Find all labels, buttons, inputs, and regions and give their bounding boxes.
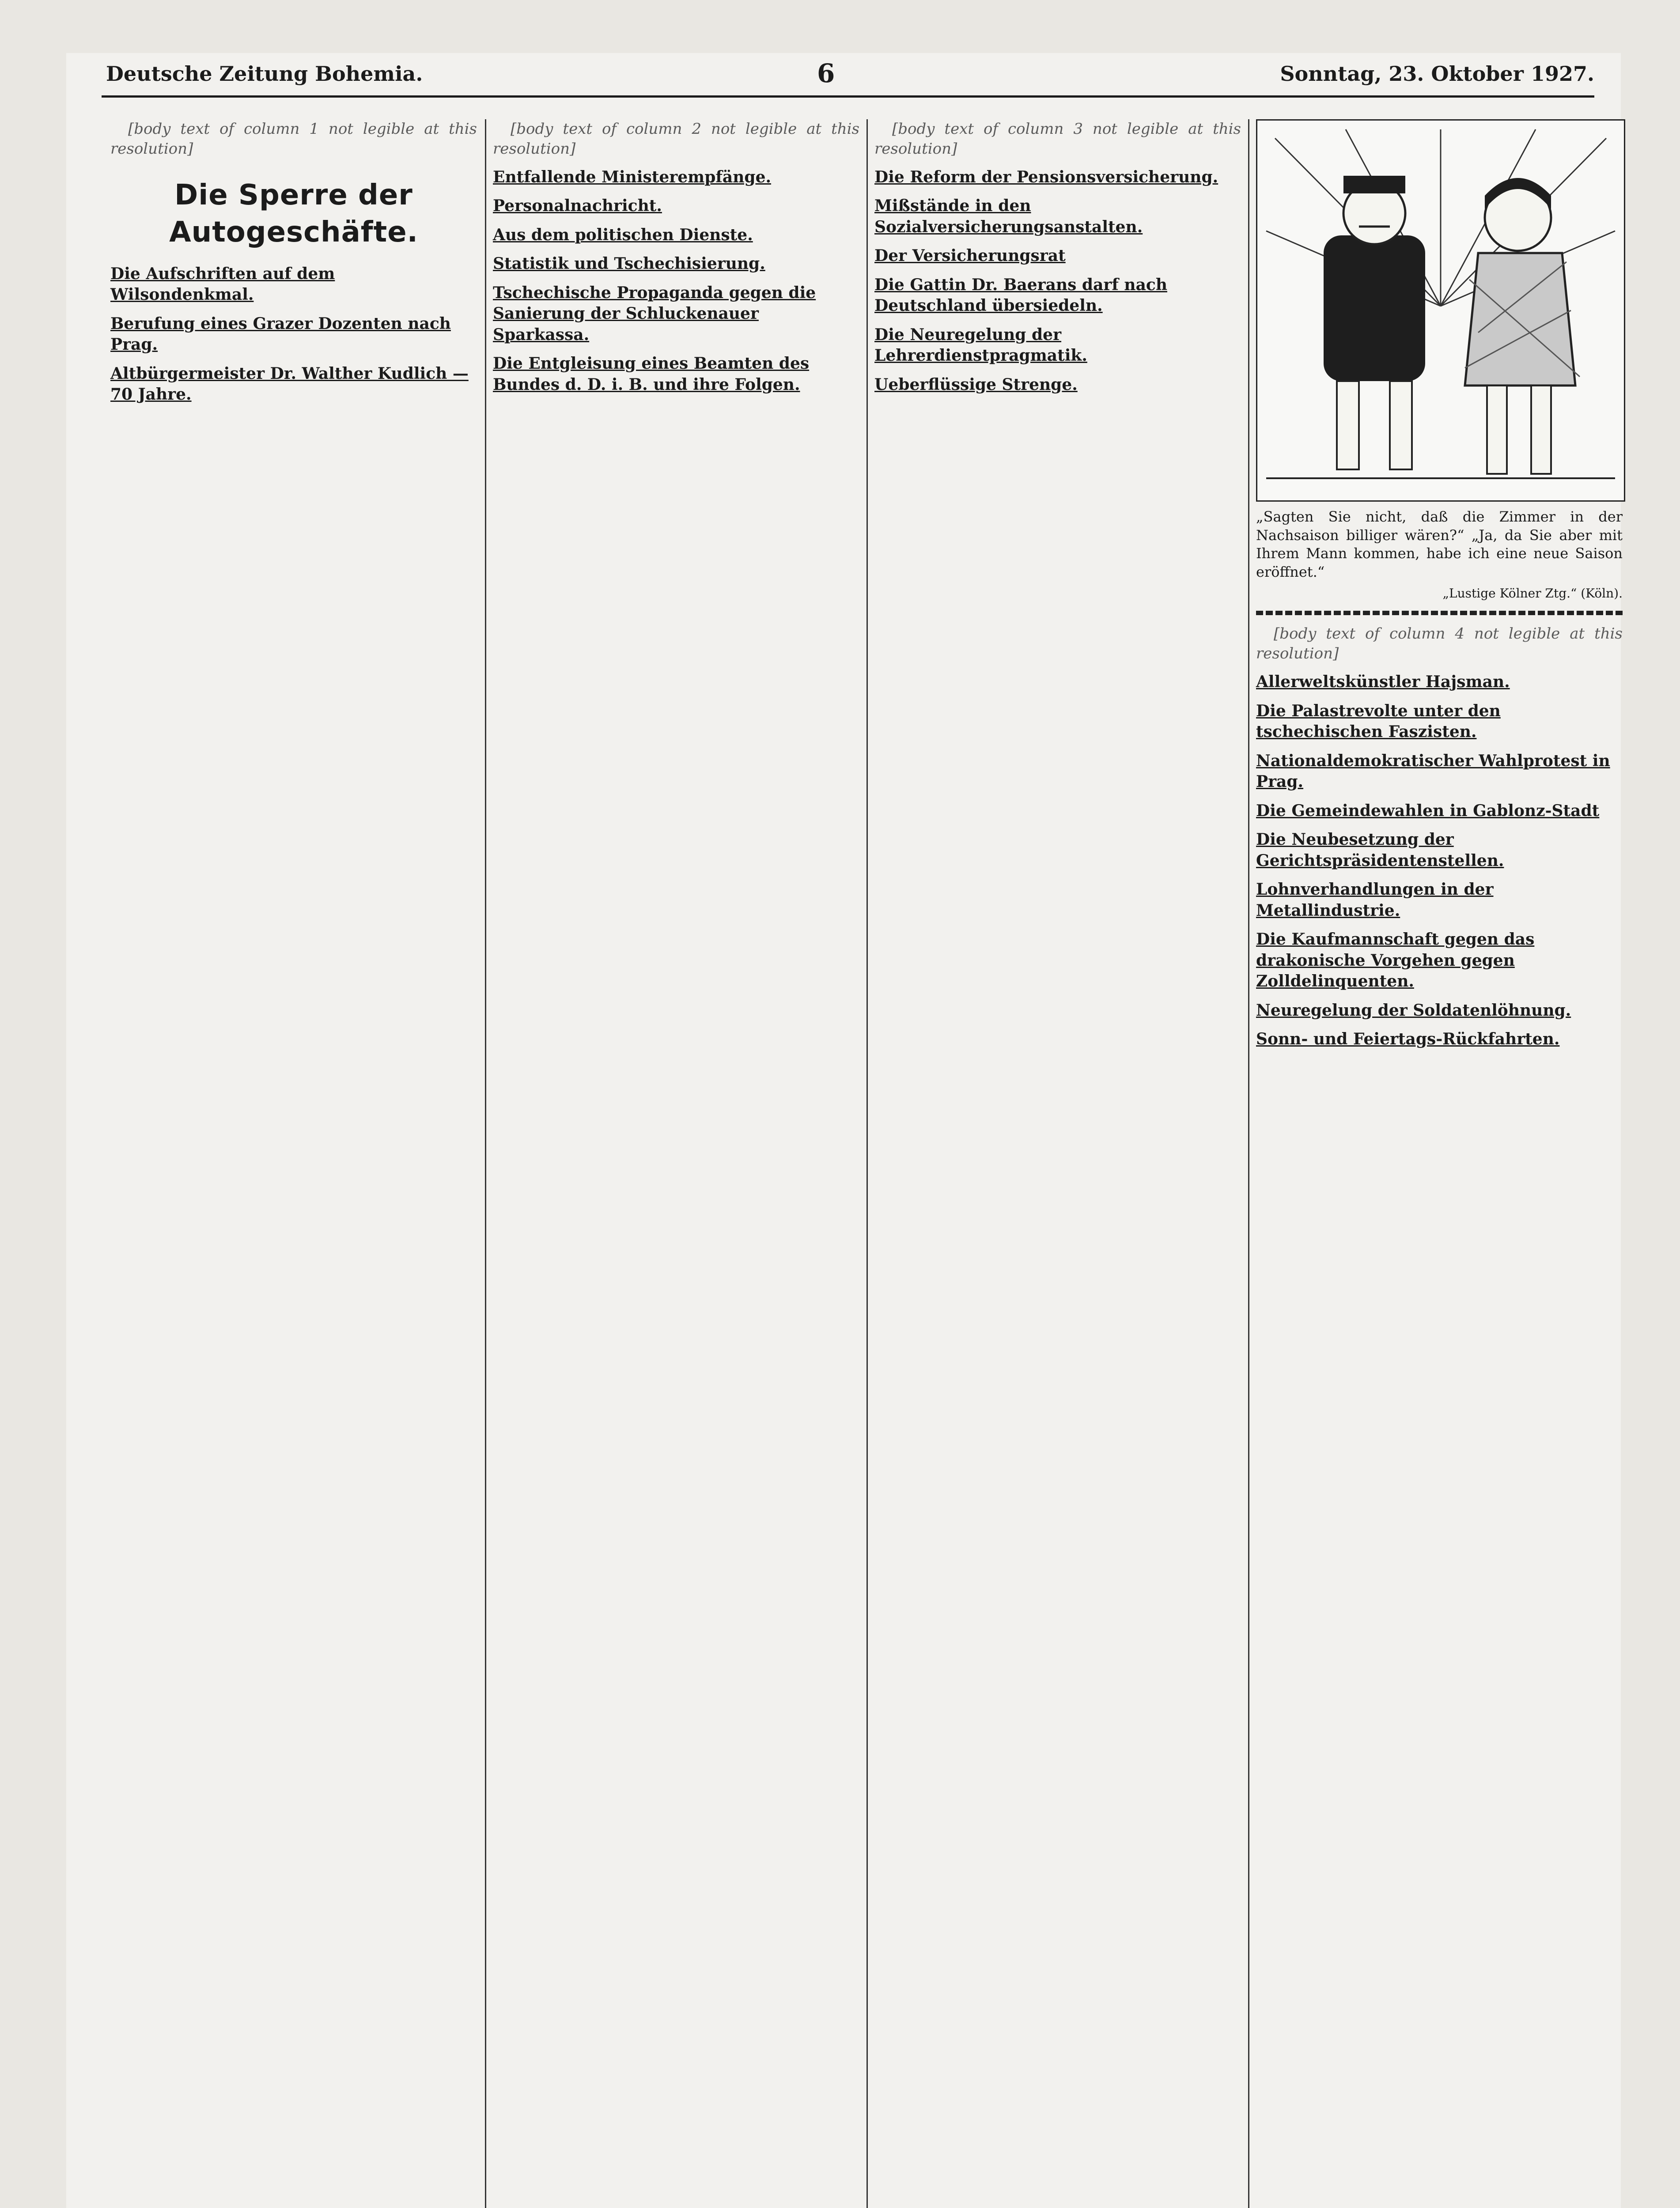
column-2 <box>493 119 859 400</box>
cartoon-illustration <box>1256 119 1625 502</box>
article-heading: Die Neuregelung der Lehrerdienstpragmatik. <box>874 325 1087 365</box>
article-heading: Die Palastrevolte unter den tschechischen Faszisten. <box>1256 701 1501 741</box>
article-heading: Neuregelung der Soldatenlöhnung. <box>1256 1001 1571 1020</box>
article-paragraph: [body text of column 4 not legible at this resolution] <box>1256 625 1623 663</box>
article-heading: Statistik und Tschechisierung. <box>493 254 765 273</box>
article-heading: Die Entgleisung eines Beamten des Bundes d. D. i. B. und ihre Folgen. <box>493 354 810 394</box>
newspaper-page <box>66 53 1621 2208</box>
article-heading: Die Gattin Dr. Baerans darf nach Deutschland übersiedeln. <box>874 275 1167 315</box>
cartoon-drawing <box>1257 121 1624 500</box>
article-heading: Ueberflüssige Strenge. <box>874 375 1078 394</box>
article-heading: Die Sperre der Autogeschäfte. <box>169 178 418 249</box>
article-heading: Allerweltskünstler Hajsman. <box>1256 673 1510 692</box>
article-heading: Die Kaufmannschaft gegen das drakonische Vorgehen gegen Zolldelinquenten. <box>1256 930 1535 991</box>
issue-date: Sonntag, 23. Oktober 1927. <box>1280 62 1594 86</box>
article-heading: Entfallende Ministerempfänge. <box>493 167 771 186</box>
article-heading: Berufung eines Grazer Dozenten nach Prag. <box>110 314 451 354</box>
running-header <box>66 53 1621 93</box>
page-number: 6 <box>817 58 835 88</box>
article-heading: Tschechische Propaganda gegen die Sanierung der Schluckenauer Sparkassa. <box>493 283 816 344</box>
article-heading: Die Aufschriften auf dem Wilsondenkmal. <box>110 264 335 304</box>
section-divider <box>1256 611 1623 615</box>
article-heading: Sonn- und Feiertags-Rückfahrten. <box>1256 1030 1560 1049</box>
column-4 <box>1256 119 1623 1055</box>
column-1 <box>110 119 477 410</box>
article-paragraph: [body text of column 3 not legible at this resolution] <box>874 120 1241 158</box>
article-heading: Die Reform der Pensionsversicherung. <box>874 167 1218 186</box>
newspaper-title: Deutsche Zeitung Bohemia. <box>106 62 423 86</box>
column-divider <box>1248 119 1249 2208</box>
column-divider <box>866 119 868 2208</box>
article-heading: Lohnverhandlungen in der Metallindustrie. <box>1256 880 1494 920</box>
article-heading: Die Gemeindewahlen in Gablonz-Stadt <box>1256 801 1600 820</box>
column-3 <box>874 119 1241 400</box>
article-paragraph: [body text of column 1 not legible at this resolution] <box>110 120 477 158</box>
header-rule <box>102 95 1594 98</box>
column-divider <box>485 119 486 2208</box>
article-heading: Mißstände in den Sozialversicherungsanstalten. <box>874 197 1143 236</box>
article-heading: Der Versicherungsrat <box>874 246 1066 265</box>
cartoon-source: „Lustige Kölner Ztg.“ (Köln). <box>1442 586 1623 601</box>
article-heading: Nationaldemokratischer Wahlprotest in Prag. <box>1256 751 1610 791</box>
cartoon-caption: „Sagten Sie nicht, daß die Zimmer in der Nachsaison billiger wären?“ „Ja, da Sie aber mit Ihrem Mann kommen, habe ich eine neue Saison eröffnet.“ <box>1256 508 1623 580</box>
article-heading: Die Neubesetzung der Gerichtspräsidentenstellen. <box>1256 830 1504 870</box>
article-heading: Personalnachricht. <box>493 197 662 216</box>
article-paragraph: [body text of column 2 not legible at this resolution] <box>493 120 859 158</box>
article-heading: Altbürgermeister Dr. Walther Kudlich — 70 Jahre. <box>110 364 469 404</box>
article-heading: Aus dem politischen Dienste. <box>493 225 753 244</box>
